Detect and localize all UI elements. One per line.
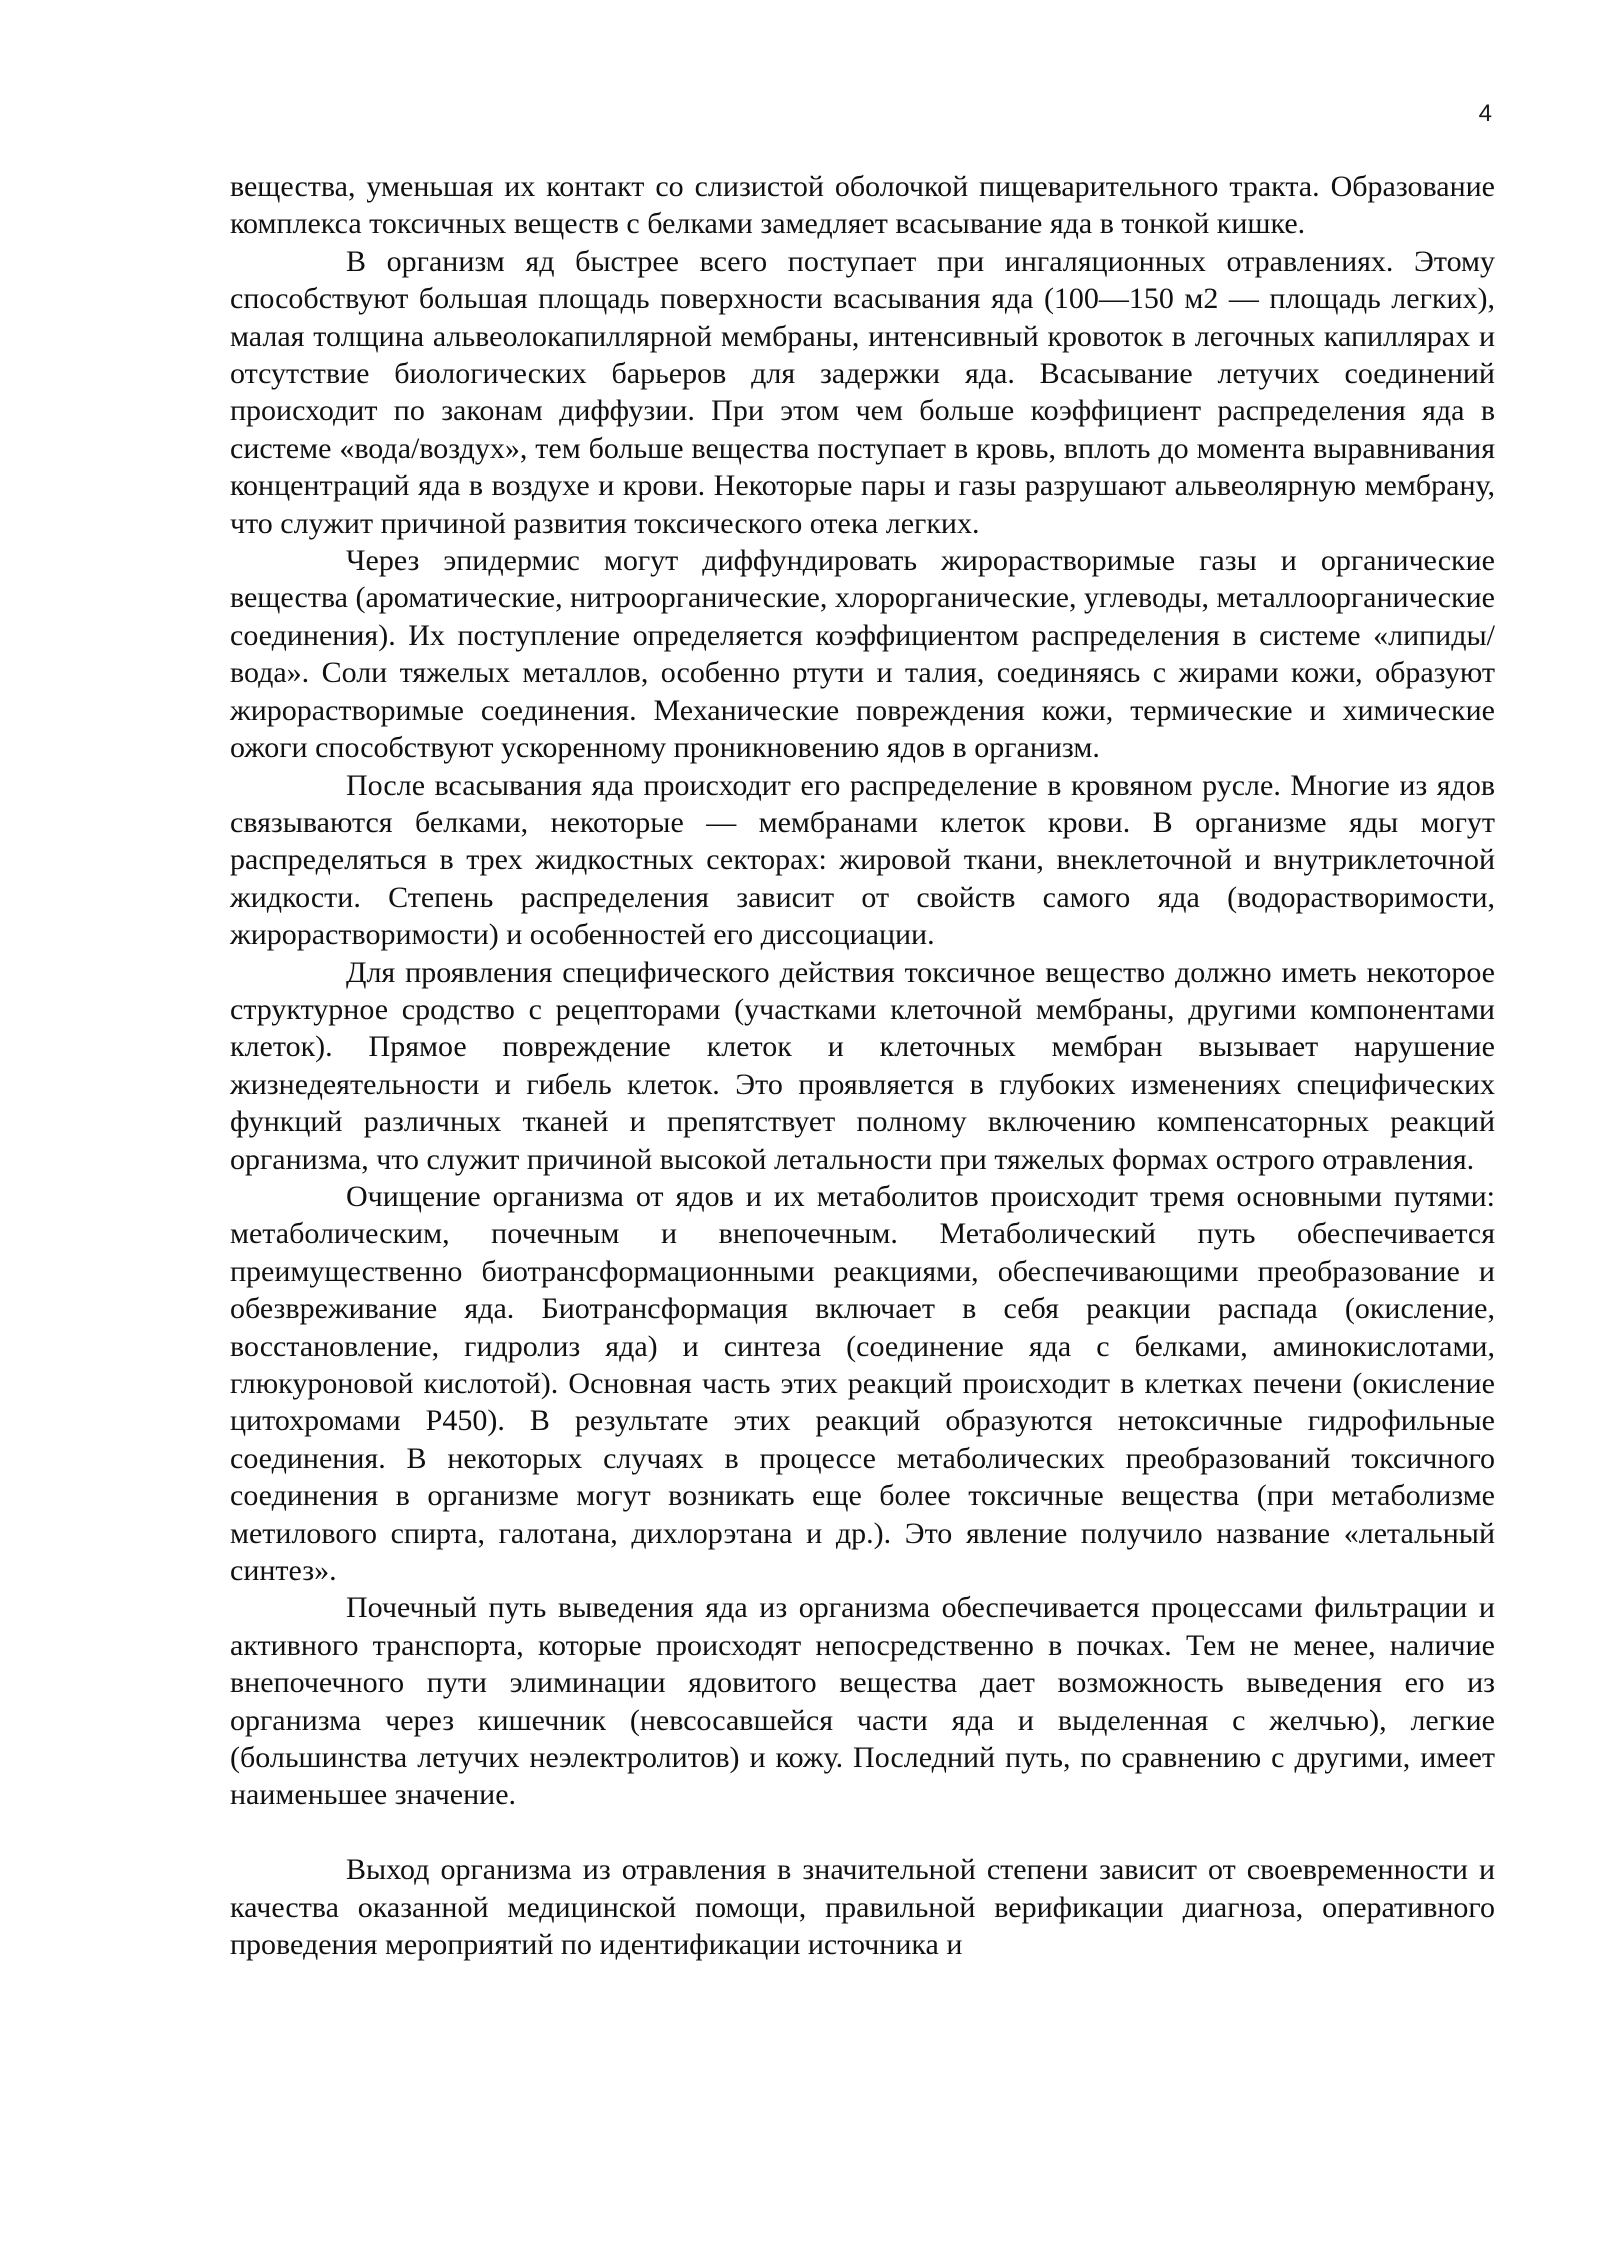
paragraph-inhalation: В организм яд быстрее всего поступает при ингаляционных отравлениях. Этому способствуют большая площадь поверхности всасывания яда (100—150 м2 — площадь легких), малая толщина альвеолокапиллярной мембраны, интенсивный кровоток в легочных капиллярах и отсутствие биологических барьеров для задержки яда. Всасывание летучих соединений происходит по законам диффузии. При этом чем больше коэффициент распределения яда в системе «вода/воздух», тем больше вещества поступает в кровь, вплоть до момента выравнивания концентраций яда в воздухе и крови. Некоторые пары и газы разрушают альвеолярную мембрану, что служит причиной развития токсического отека легких. (230, 244, 1495, 540)
paragraph-epidermis: Через эпидермис могут диффундировать жирорастворимые газы и органические вещества (ароматические, нитроорганические, хлорорганические, углеводы, металлоорганические соединения). Их поступление определяется коэффициентом распределения в системе «липиды/вода». Соли тяжелых металлов, особенно ртути и талия, соединяясь с жирами кожи, образуют жирорастворимые соединения. Механические повреждения кожи, термические и химические ожоги способствуют ускоренному проникновению ядов в организм. (230, 544, 1495, 765)
body-text (230, 168, 1495, 1963)
page-number: 4 (1478, 100, 1492, 127)
paragraph-recovery: Выход организма из отравления в значительной степени зависит от своевременности и качества оказанной медицинской помощи, правильной верификации диагноза, оперативного проведения мероприятий по идентификации источника и (230, 1853, 1495, 1962)
paragraph-elimination: Очищение организма от ядов и их метаболитов происходит тремя основными путями: метаболическим, почечным и внепочечным. Метаболический путь обеспечивается преимущественно биотрансформационными реакциями, обеспечивающими преобразование и обезвреживание яда. Биотрансформация включает в себя реакции распада (окисление, восстановление, гидролиз яда) и синтеза (соединение яда с белками, аминокислотами, глюкуроновой кислотой). Основная часть этих реакций происходит в клетках печени (окисление цитохромами Р450). В результате этих реакций образуются нетоксичные гидрофильные соединения. В некоторых случаях в процессе метаболических преобразований токсичного соединения в организме могут возникать еще более токсичные вещества (при метаболизме метилового спирта, галотана, дихлорэтана и др.). Это явление получило название «летальный синтез». (230, 1179, 1495, 1588)
paragraph-renal-path: Почечный путь выведения яда из организма обеспечивается процессами фильтрации и активного транспорта, которые происходят непосредственно в почках. Тем не менее, наличие внепочечного пути элиминации ядовитого вещества дает возможность выведения его из организма через кишечник (невсосавшейся части яда и выделенная с желчью), легкие (большинства летучих неэлектролитов) и кожу. Последний путь, по сравнению с другими, имеет наименьшее значение. (230, 1591, 1495, 1812)
paragraph-continuation: вещества, уменьшая их контакт со слизистой оболочкой пищеварительного тракта. Образование комплекса токсичных веществ с белками замедляет всасывание яда в тонкой кишке. (230, 170, 1495, 241)
paragraph-specific-action: Для проявления специфического действия токсичное вещество должно иметь некоторое структурное сродство с рецепторами (участками клеточной мембраны, другими компонентами клеток). Прямое повреждение клеток и клеточных мембран вызывает нарушение жизнедеятельности и гибель клеток. Это проявляется в глубоких изменениях специфических функций различных тканей и препятствует полному включению компенсаторных реакций организма, что служит причиной высокой летальности при тяжелых формах острого отравления. (230, 955, 1495, 1176)
paragraph-distribution: После всасывания яда происходит его распределение в кровяном русле. Многие из ядов связываются белками, некоторые — мембранами клеток крови. В организме яды могут распределяться в трех жидкостных секторах: жировой ткани, внеклеточной и внутриклеточной жидкости. Степень распределения зависит от свойств самого яда (водорастворимости, жирорастворимости) и особенностей его диссоциации. (230, 768, 1495, 952)
